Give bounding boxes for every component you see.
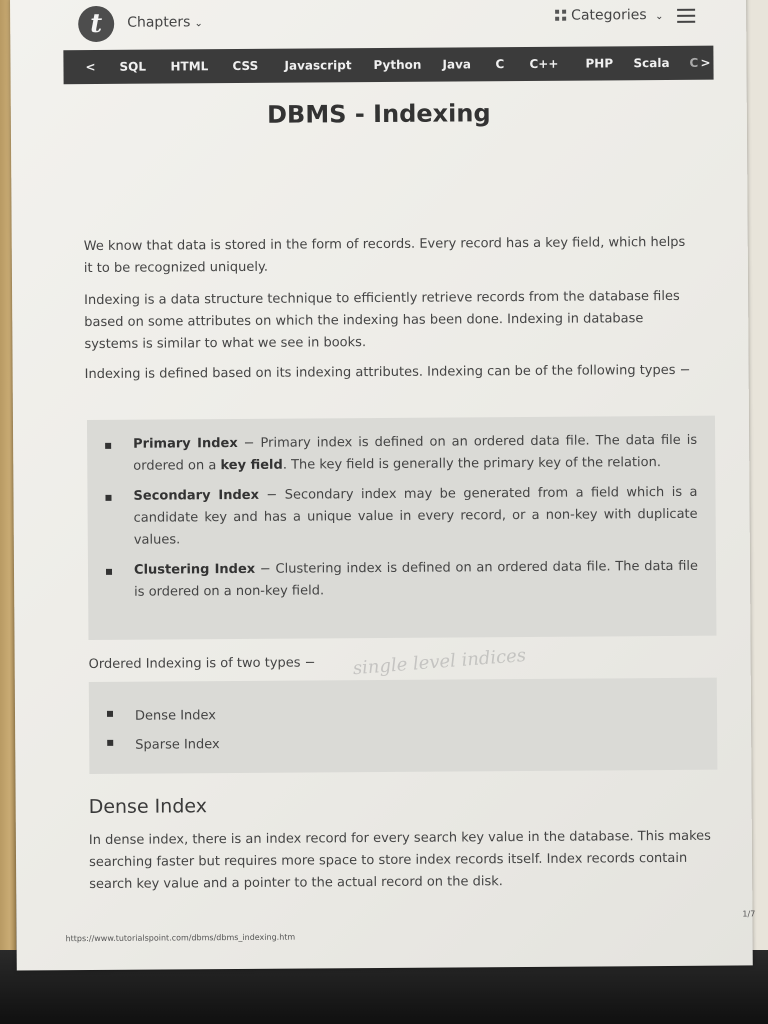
list-item: Sparse Index — [101, 727, 699, 760]
index-types-box — [87, 416, 717, 640]
types-intro-paragraph: Indexing is defined based on its indexing attributes. Indexing can be of the following types − — [84, 362, 691, 383]
printed-page — [10, 0, 756, 971]
intro-paragraph: We know that data is stored in the form of records. Every record has a key field, which helps it to be recognized uniquely. — [83, 234, 686, 277]
grid-icon — [555, 10, 566, 21]
page-number: 1/7 — [742, 909, 756, 919]
hamburger-menu-icon[interactable] — [677, 9, 695, 23]
index-type-desc: − Secondary index may be generated from a field which is a candidate key and has a unique value in every record, or a non-key with duplicate values. — [133, 484, 698, 548]
chapters-dropdown[interactable] — [127, 14, 203, 31]
dense-index-paragraph: In dense index, there is an index record for every search key value in the database. This makes searching faster but requires more space to store index records itself. Index records contain search key value and a pointer to the actual record on the disk. — [88, 828, 711, 893]
nav-prev-arrow[interactable]: < — [85, 59, 96, 75]
handwritten-note: single level indices — [352, 644, 527, 680]
nav-item-php[interactable]: PHP — [585, 56, 614, 71]
index-type-name: Primary Index — [133, 435, 238, 452]
nav-item-java[interactable]: Java — [442, 57, 472, 72]
nav-item-cpp[interactable]: C++ — [529, 56, 559, 71]
index-type-name: Secondary Index — [133, 487, 259, 504]
ordered-types-box — [89, 678, 718, 774]
index-type-name: Clustering Index — [133, 561, 256, 578]
page-title: DBMS - Indexing — [266, 99, 491, 129]
footer-url: https://www.tutorialspoint.com/dbms/dbms_indexing.htm — [65, 932, 296, 944]
nav-item-css[interactable]: CSS — [232, 58, 259, 74]
index-type-desc-end: . The key field is generally the primary key of the relation. — [282, 455, 662, 473]
dense-index-heading: Dense Index — [88, 795, 208, 819]
index-type-desc: − Clustering index is defined on an ordered data file. The data file is ordered on a non-key field. — [134, 558, 699, 600]
language-navbar — [63, 46, 713, 85]
categories-label: Categories — [571, 7, 647, 24]
nav-item-javascript[interactable]: Javascript — [284, 58, 352, 73]
index-types-list — [87, 416, 716, 604]
list-item — [99, 430, 697, 478]
chapters-label: Chapters — [127, 14, 191, 31]
ordered-intro-paragraph: Ordered Indexing is of two types − — [88, 655, 316, 673]
list-item — [100, 556, 698, 604]
index-type-desc: − Primary index is defined on an ordered data file. The data file is ordered on a — [133, 432, 698, 474]
list-item — [99, 482, 697, 552]
list-item: Dense Index — [101, 698, 699, 731]
categories-dropdown[interactable] — [555, 7, 663, 24]
nav-item-html[interactable]: HTML — [170, 59, 209, 74]
chevron-down-icon: ⌄ — [655, 11, 664, 23]
nav-item-partial[interactable]: C — [689, 55, 699, 70]
nav-next-arrow[interactable]: > — [700, 55, 711, 70]
definition-paragraph: Indexing is a data structure technique to efficiently retrieve records from the database files based on some attributes on which the indexing has been done. Indexing in database systems is similar to what we see in books. — [84, 288, 680, 353]
ordered-types-list — [89, 678, 718, 760]
chevron-down-icon: ⌄ — [194, 18, 203, 30]
index-type-emphasis: key field — [220, 457, 283, 474]
tutorialspoint-logo[interactable]: t — [78, 6, 114, 42]
nav-item-sql[interactable]: SQL — [119, 59, 147, 74]
nav-item-python[interactable]: Python — [373, 57, 422, 73]
nav-item-c[interactable]: C — [495, 57, 505, 72]
nav-item-scala[interactable]: Scala — [633, 55, 670, 71]
